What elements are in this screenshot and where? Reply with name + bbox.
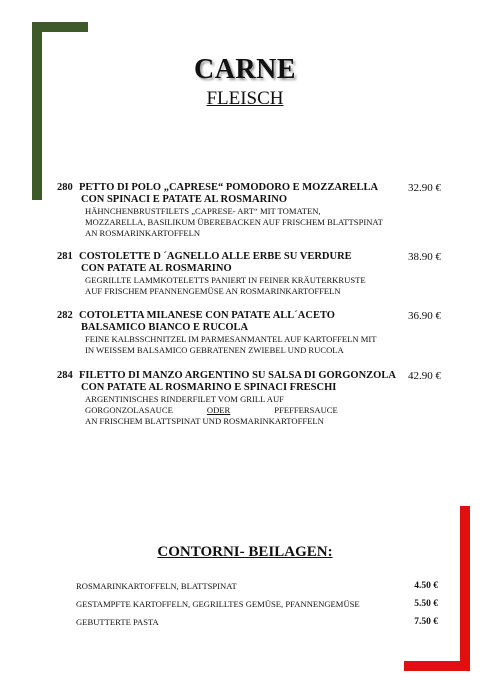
or-separator: ODER xyxy=(206,405,231,415)
menu-item-281 xyxy=(57,251,447,297)
item-description-line: HÄHNCHENBRUSTFILETS „CAPRESE- ART“ MIT TOMATEN, xyxy=(85,206,321,216)
sauce-option-gorgonzola: GORGONZOLASAUCE xyxy=(85,405,173,415)
item-price: 32.90 € xyxy=(408,182,441,194)
side-dish-label: ROSMARINKARTOFFELN, BLATTSPINAT xyxy=(76,581,237,591)
item-description-line: ARGENTINISCHES RINDERFILET VOM GRILL AUF xyxy=(85,394,284,404)
red-corner-bar-horizontal xyxy=(404,661,470,671)
item-price: 36.90 € xyxy=(408,310,441,322)
item-description-line: FEINE KALBSSCHNITZEL IM PARMESANMANTEL AUF KARTOFFELN MIT xyxy=(85,334,377,344)
side-dish-row xyxy=(76,581,438,591)
side-dish-label: GEBUTTERTE PASTA xyxy=(76,617,159,627)
sauce-option-pfeffer: PFEFFERSAUCE xyxy=(274,405,338,415)
menu-item-284 xyxy=(57,370,447,427)
side-dish-row xyxy=(76,617,438,627)
item-description-line: IN WEISSEM BALSAMICO GEBRATENEN ZWIEBEL UND RUCOLA xyxy=(85,345,344,355)
item-price: 38.90 € xyxy=(408,251,441,263)
item-name-line1: 280 PETTO DI POLO „CAPRESE“ POMODORO E MOZZARELLA xyxy=(57,182,379,193)
page-subtitle: FLEISCH xyxy=(206,88,284,109)
item-number: 282 xyxy=(57,310,73,321)
item-number: 281 xyxy=(57,251,73,262)
item-description-line: AUF FRISCHEM PFANNENGEMÜSE AN ROSMARINKARTOFFELN xyxy=(85,286,341,296)
red-corner-bar-vertical xyxy=(460,506,470,671)
item-description-line: GEGRILLTE LAMMKOTELETTS PANIERT IN FEINER KRÄUTERKRUSTE xyxy=(85,275,366,285)
item-description-line: MOZZARELLA, BASILIKUM ÜBEREBACKEN AUF FRISCHEM BLATTSPINAT xyxy=(85,217,383,227)
green-corner-bar-horizontal xyxy=(32,22,88,32)
side-dish-label: GESTAMPFTE KARTOFFELN, GEGRILLTES GEMÜSE, PFANNENGEMÜSE xyxy=(76,599,360,609)
item-description-line xyxy=(57,405,447,416)
side-dish-price: 5.50 € xyxy=(414,599,438,609)
page-title: CARNE xyxy=(193,54,297,85)
side-dishes-title: CONTORNI- BEILAGEN: xyxy=(157,544,333,560)
item-name-line2: CON PATATE AL ROSMARINO E SPINACI FRESCHI xyxy=(81,382,337,393)
item-name-line2: CON PATATE AL ROSMARINO xyxy=(81,263,232,274)
menu-item-282 xyxy=(57,310,447,356)
item-number: 280 xyxy=(57,182,73,193)
item-price: 42.90 € xyxy=(408,370,441,382)
item-name-line2: CON SPINACI E PATATE AL ROSMARINO xyxy=(81,194,288,205)
item-name-line1: 284 FILETTO DI MANZO ARGENTINO SU SALSA DI GORGONZOLA xyxy=(57,370,396,381)
item-name-line1: 281 COSTOLETTE D ´AGNELLO ALLE ERBE SU VERDURE xyxy=(57,251,352,262)
side-dish-price: 7.50 € xyxy=(414,617,438,627)
green-corner-bar-vertical xyxy=(32,22,42,200)
item-number: 284 xyxy=(57,370,73,381)
side-dish-price: 4.50 € xyxy=(414,581,438,591)
menu-item-280 xyxy=(57,182,447,239)
item-description-line: AN FRISCHEM BLATTSPINAT UND ROSMARINKARTOFFELN xyxy=(85,416,324,426)
item-name-line1: 282 COTOLETTA MILANESE CON PATATE ALL´ACETO xyxy=(57,310,335,321)
side-dish-row xyxy=(76,599,438,609)
item-name-line2: BALSAMICO BIANCO E RUCOLA xyxy=(81,322,249,333)
item-description-line: AN ROSMARINKARTOFFELN xyxy=(85,228,201,238)
